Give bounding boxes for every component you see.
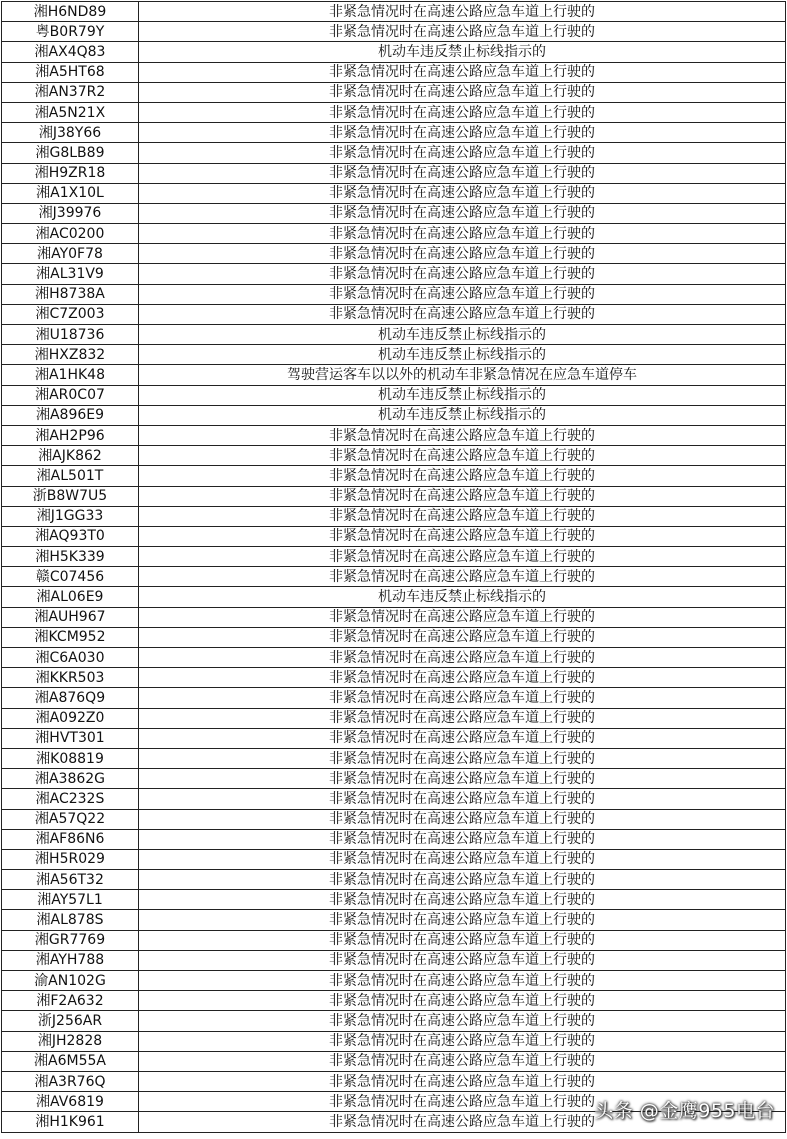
table-row — [2, 385, 786, 405]
plate-cell: 湘J1GG33 — [2, 506, 139, 526]
violation-reason-cell: 非紧急情况时在高速公路应急车道上行驶的 — [139, 910, 786, 930]
plate-cell: 湘AL501T — [2, 466, 139, 486]
plate-cell: 湘AR0C07 — [2, 385, 139, 405]
plate-cell: 湘C7Z003 — [2, 304, 139, 324]
violation-reason-cell: 非紧急情况时在高速公路应急车道上行驶的 — [139, 183, 786, 203]
table-row — [2, 143, 786, 163]
plate-cell: 粤B0R79Y — [2, 22, 139, 42]
violation-reason-cell: 非紧急情况时在高速公路应急车道上行驶的 — [139, 123, 786, 143]
table-row — [2, 526, 786, 546]
table-row — [2, 123, 786, 143]
violation-reason-cell: 非紧急情况时在高速公路应急车道上行驶的 — [139, 526, 786, 546]
plate-cell: 湘KCM952 — [2, 627, 139, 647]
plate-cell: 湘HVT301 — [2, 728, 139, 748]
violation-reason-cell: 非紧急情况时在高速公路应急车道上行驶的 — [139, 425, 786, 445]
plate-cell: 湘AC0200 — [2, 224, 139, 244]
table-row — [2, 829, 786, 849]
plate-cell: 湘HXZ832 — [2, 345, 139, 365]
violation-reason-cell: 非紧急情况时在高速公路应急车道上行驶的 — [139, 1031, 786, 1051]
table-row — [2, 446, 786, 466]
violation-reason-cell: 非紧急情况时在高速公路应急车道上行驶的 — [139, 446, 786, 466]
plate-cell: 湘GR7769 — [2, 930, 139, 950]
violation-reason-cell: 非紧急情况时在高速公路应急车道上行驶的 — [139, 82, 786, 102]
violation-reason-cell: 非紧急情况时在高速公路应急车道上行驶的 — [139, 547, 786, 567]
table-row — [2, 728, 786, 748]
plate-cell: 湘A5N21X — [2, 102, 139, 122]
violation-reason-cell: 非紧急情况时在高速公路应急车道上行驶的 — [139, 1092, 786, 1112]
plate-cell: 渝AN102G — [2, 971, 139, 991]
violation-reason-cell: 非紧急情况时在高速公路应急车道上行驶的 — [139, 991, 786, 1011]
plate-cell: 赣C07456 — [2, 567, 139, 587]
plate-cell: 湘A876Q9 — [2, 688, 139, 708]
plate-cell: 湘K08819 — [2, 748, 139, 768]
plate-cell: 湘A57Q22 — [2, 809, 139, 829]
plate-cell: 湘A6M55A — [2, 1051, 139, 1071]
violation-reason-cell: 非紧急情况时在高速公路应急车道上行驶的 — [139, 102, 786, 122]
table-row — [2, 991, 786, 1011]
plate-cell: 湘A5HT68 — [2, 62, 139, 82]
table-body — [2, 2, 786, 1133]
plate-cell: 湘C6A030 — [2, 648, 139, 668]
violation-reason-cell: 非紧急情况时在高速公路应急车道上行驶的 — [139, 264, 786, 284]
violation-reason-cell: 非紧急情况时在高速公路应急车道上行驶的 — [139, 728, 786, 748]
plate-cell: 湘A1X10L — [2, 183, 139, 203]
plate-cell: 湘AYH788 — [2, 950, 139, 970]
violations-table — [1, 1, 786, 1133]
violation-reason-cell: 非紧急情况时在高速公路应急车道上行驶的 — [139, 648, 786, 668]
table-row — [2, 748, 786, 768]
violation-reason-cell: 非紧急情况时在高速公路应急车道上行驶的 — [139, 809, 786, 829]
violation-reason-cell: 非紧急情况时在高速公路应急车道上行驶的 — [139, 829, 786, 849]
table-row — [2, 42, 786, 62]
violation-reason-cell: 非紧急情况时在高速公路应急车道上行驶的 — [139, 668, 786, 688]
table-row — [2, 668, 786, 688]
violation-reason-cell: 非紧急情况时在高速公路应急车道上行驶的 — [139, 22, 786, 42]
table-row — [2, 224, 786, 244]
plate-cell: 湘AUH967 — [2, 607, 139, 627]
violation-reason-cell: 非紧急情况时在高速公路应急车道上行驶的 — [139, 284, 786, 304]
violation-reason-cell: 非紧急情况时在高速公路应急车道上行驶的 — [139, 506, 786, 526]
table-row — [2, 1031, 786, 1051]
table-row — [2, 708, 786, 728]
violation-reason-cell: 非紧急情况时在高速公路应急车道上行驶的 — [139, 304, 786, 324]
table-row — [2, 62, 786, 82]
table-row — [2, 567, 786, 587]
table-row — [2, 890, 786, 910]
table-row — [2, 809, 786, 829]
plate-cell: 湘H5K339 — [2, 547, 139, 567]
plate-cell: 湘AL31V9 — [2, 264, 139, 284]
plate-cell: 湘AL06E9 — [2, 587, 139, 607]
table-row — [2, 607, 786, 627]
table-row — [2, 506, 786, 526]
plate-cell: 湘A3R76Q — [2, 1071, 139, 1091]
table-row — [2, 22, 786, 42]
table-row — [2, 547, 786, 567]
violation-reason-cell: 非紧急情况时在高速公路应急车道上行驶的 — [139, 163, 786, 183]
table-row — [2, 910, 786, 930]
plate-cell: 湘G8LB89 — [2, 143, 139, 163]
table-row — [2, 2, 786, 22]
violation-reason-cell: 非紧急情况时在高速公路应急车道上行驶的 — [139, 708, 786, 728]
violation-reason-cell: 非紧急情况时在高速公路应急车道上行驶的 — [139, 627, 786, 647]
plate-cell: 湘H1K961 — [2, 1112, 139, 1132]
plate-cell: 湘AY57L1 — [2, 890, 139, 910]
table-row — [2, 1051, 786, 1071]
table-row — [2, 587, 786, 607]
violation-reason-cell: 非紧急情况时在高速公路应急车道上行驶的 — [139, 971, 786, 991]
plate-cell: 浙J256AR — [2, 1011, 139, 1031]
violation-reason-cell: 非紧急情况时在高速公路应急车道上行驶的 — [139, 688, 786, 708]
violation-reason-cell: 机动车违反禁止标线指示的 — [139, 587, 786, 607]
table-row — [2, 950, 786, 970]
violation-reason-cell: 非紧急情况时在高速公路应急车道上行驶的 — [139, 1112, 786, 1132]
violation-reason-cell: 非紧急情况时在高速公路应急车道上行驶的 — [139, 748, 786, 768]
table-row — [2, 849, 786, 869]
violation-reason-cell: 非紧急情况时在高速公路应急车道上行驶的 — [139, 607, 786, 627]
plate-cell: 湘AJK862 — [2, 446, 139, 466]
violation-reason-cell: 驾驶营运客车以以外的机动车非紧急情况在应急车道停车 — [139, 365, 786, 385]
violation-reason-cell: 非紧急情况时在高速公路应急车道上行驶的 — [139, 1011, 786, 1031]
violation-reason-cell: 非紧急情况时在高速公路应急车道上行驶的 — [139, 143, 786, 163]
violation-reason-cell: 非紧急情况时在高速公路应急车道上行驶的 — [139, 849, 786, 869]
plate-cell: 浙B8W7U5 — [2, 486, 139, 506]
plate-cell: 湘H6ND89 — [2, 2, 139, 22]
violation-reason-cell: 非紧急情况时在高速公路应急车道上行驶的 — [139, 930, 786, 950]
table-row — [2, 264, 786, 284]
plate-cell: 湘JH2828 — [2, 1031, 139, 1051]
plate-cell: 湘AV6819 — [2, 1092, 139, 1112]
violation-reason-cell: 机动车违反禁止标线指示的 — [139, 42, 786, 62]
plate-cell: 湘AF86N6 — [2, 829, 139, 849]
table-row — [2, 1071, 786, 1091]
plate-cell: 湘AC232S — [2, 789, 139, 809]
violation-reason-cell: 机动车违反禁止标线指示的 — [139, 405, 786, 425]
table-row — [2, 163, 786, 183]
plate-cell: 湘H5R029 — [2, 849, 139, 869]
violation-reason-cell: 非紧急情况时在高速公路应急车道上行驶的 — [139, 769, 786, 789]
plate-cell: 湘AN37R2 — [2, 82, 139, 102]
violation-reason-cell: 非紧急情况时在高速公路应急车道上行驶的 — [139, 224, 786, 244]
plate-cell: 湘AQ93T0 — [2, 526, 139, 546]
table-row — [2, 627, 786, 647]
plate-cell: 湘A3862G — [2, 769, 139, 789]
violation-reason-cell: 非紧急情况时在高速公路应急车道上行驶的 — [139, 1051, 786, 1071]
violation-reason-cell: 非紧急情况时在高速公路应急车道上行驶的 — [139, 789, 786, 809]
plate-cell: 湘U18736 — [2, 325, 139, 345]
plate-cell: 湘J38Y66 — [2, 123, 139, 143]
plate-cell: 湘H9ZR18 — [2, 163, 139, 183]
table-row — [2, 82, 786, 102]
plate-cell: 湘H8738A — [2, 284, 139, 304]
table-row — [2, 102, 786, 122]
plate-cell: 湘A092Z0 — [2, 708, 139, 728]
table-row — [2, 244, 786, 264]
watermark: 头条 @金鹰955电台 — [594, 1100, 775, 1122]
table-row — [2, 365, 786, 385]
plate-cell: 湘KKR503 — [2, 668, 139, 688]
plate-cell: 湘F2A632 — [2, 991, 139, 1011]
plate-cell: 湘AY0F78 — [2, 244, 139, 264]
violation-reason-cell: 非紧急情况时在高速公路应急车道上行驶的 — [139, 890, 786, 910]
violation-reason-cell: 机动车违反禁止标线指示的 — [139, 385, 786, 405]
table-row — [2, 648, 786, 668]
violation-reason-cell: 非紧急情况时在高速公路应急车道上行驶的 — [139, 203, 786, 223]
table-row — [2, 971, 786, 991]
table-row — [2, 284, 786, 304]
plate-cell: 湘A56T32 — [2, 870, 139, 890]
table-row — [2, 405, 786, 425]
table-row — [2, 930, 786, 950]
violation-reason-cell: 非紧急情况时在高速公路应急车道上行驶的 — [139, 62, 786, 82]
plate-cell: 湘A896E9 — [2, 405, 139, 425]
violation-reason-cell: 非紧急情况时在高速公路应急车道上行驶的 — [139, 567, 786, 587]
table-row — [2, 769, 786, 789]
table-row — [2, 688, 786, 708]
violation-reason-cell: 非紧急情况时在高速公路应急车道上行驶的 — [139, 466, 786, 486]
table-row — [2, 870, 786, 890]
violation-reason-cell: 机动车违反禁止标线指示的 — [139, 345, 786, 365]
table-row — [2, 1011, 786, 1031]
table-row — [2, 466, 786, 486]
violation-reason-cell: 非紧急情况时在高速公路应急车道上行驶的 — [139, 1071, 786, 1091]
violation-reason-cell: 机动车违反禁止标线指示的 — [139, 325, 786, 345]
table-row — [2, 425, 786, 445]
plate-cell: 湘AL878S — [2, 910, 139, 930]
table-row — [2, 789, 786, 809]
table-row — [2, 304, 786, 324]
table-row — [2, 345, 786, 365]
plate-cell: 湘AX4Q83 — [2, 42, 139, 62]
violation-reason-cell: 非紧急情况时在高速公路应急车道上行驶的 — [139, 870, 786, 890]
table-row — [2, 183, 786, 203]
plate-cell: 湘A1HK48 — [2, 365, 139, 385]
violation-reason-cell: 非紧急情况时在高速公路应急车道上行驶的 — [139, 244, 786, 264]
violation-reason-cell: 非紧急情况时在高速公路应急车道上行驶的 — [139, 950, 786, 970]
violation-reason-cell: 非紧急情况时在高速公路应急车道上行驶的 — [139, 486, 786, 506]
plate-cell: 湘AH2P96 — [2, 425, 139, 445]
table-row — [2, 486, 786, 506]
table-row — [2, 203, 786, 223]
table-row — [2, 325, 786, 345]
plate-cell: 湘J39976 — [2, 203, 139, 223]
violation-reason-cell: 非紧急情况时在高速公路应急车道上行驶的 — [139, 2, 786, 22]
